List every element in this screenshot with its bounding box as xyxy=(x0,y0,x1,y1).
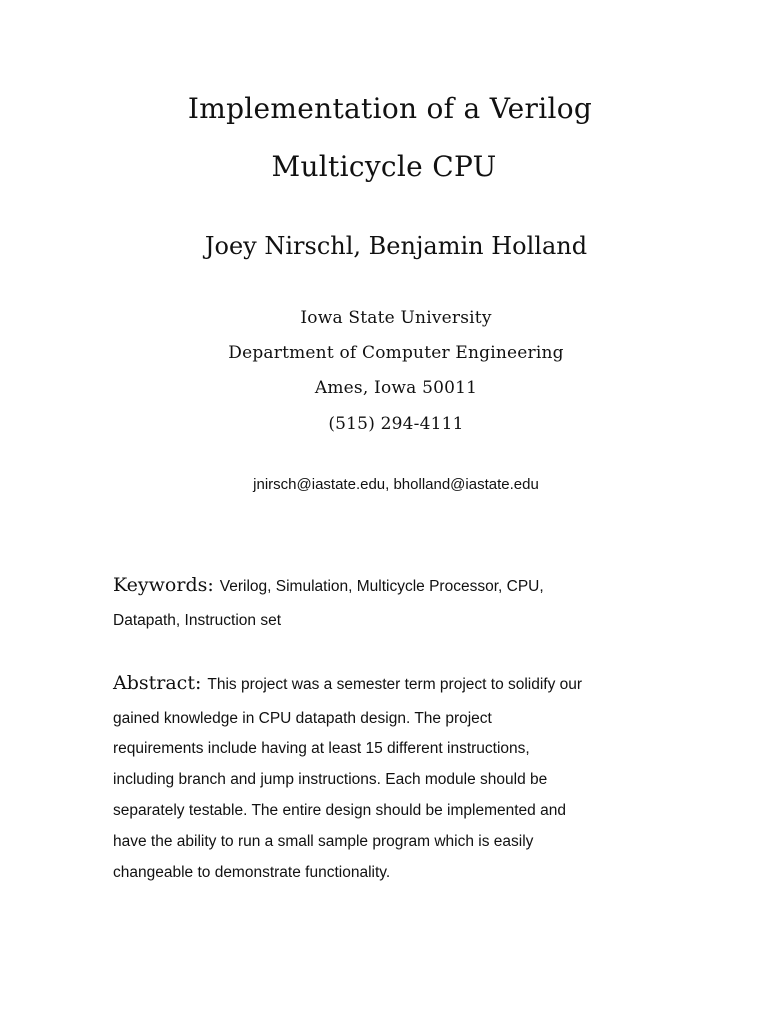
abstract-line-2: gained knowledge in CPU datapath design. The project xyxy=(113,710,492,727)
abstract-line-7: changeable to demonstrate functionality. xyxy=(113,864,391,881)
abstract-line-1 xyxy=(113,672,582,694)
keywords-text: Verilog, Simulation, Multicycle Processor, CPU, xyxy=(219,578,544,595)
affiliation-department: Department of Computer Engineering xyxy=(228,343,564,363)
affiliation-city: Ames, Iowa 50011 xyxy=(314,378,478,398)
author-emails: jnirsch@iastate.edu, bholland@iastate.edu xyxy=(253,476,539,493)
author-names: Joey Nirschl, Benjamin Holland xyxy=(204,232,588,260)
abstract-text: This project was a semester term project to solidify our xyxy=(207,676,583,693)
abstract-line-6: have the ability to run a small sample program which is easily xyxy=(113,833,534,850)
abstract-line-4: including branch and jump instructions. Each module should be xyxy=(113,771,548,788)
paper-title-line-2: Multicycle CPU xyxy=(271,150,497,183)
keywords-label: Keywords: xyxy=(113,574,214,596)
paper-title-line-1: Implementation of a Verilog xyxy=(187,92,593,125)
abstract-line-5: separately testable. The entire design should be implemented and xyxy=(113,802,566,819)
abstract-label: Abstract: xyxy=(113,672,202,694)
affiliation-university: Iowa State University xyxy=(300,308,492,328)
keywords-line-1 xyxy=(113,574,544,596)
abstract-line-3: requirements include having at least 15 different instructions, xyxy=(113,740,530,757)
keywords-line-2: Datapath, Instruction set xyxy=(113,612,282,629)
affiliation-phone: (515) 294-4111 xyxy=(328,414,464,434)
